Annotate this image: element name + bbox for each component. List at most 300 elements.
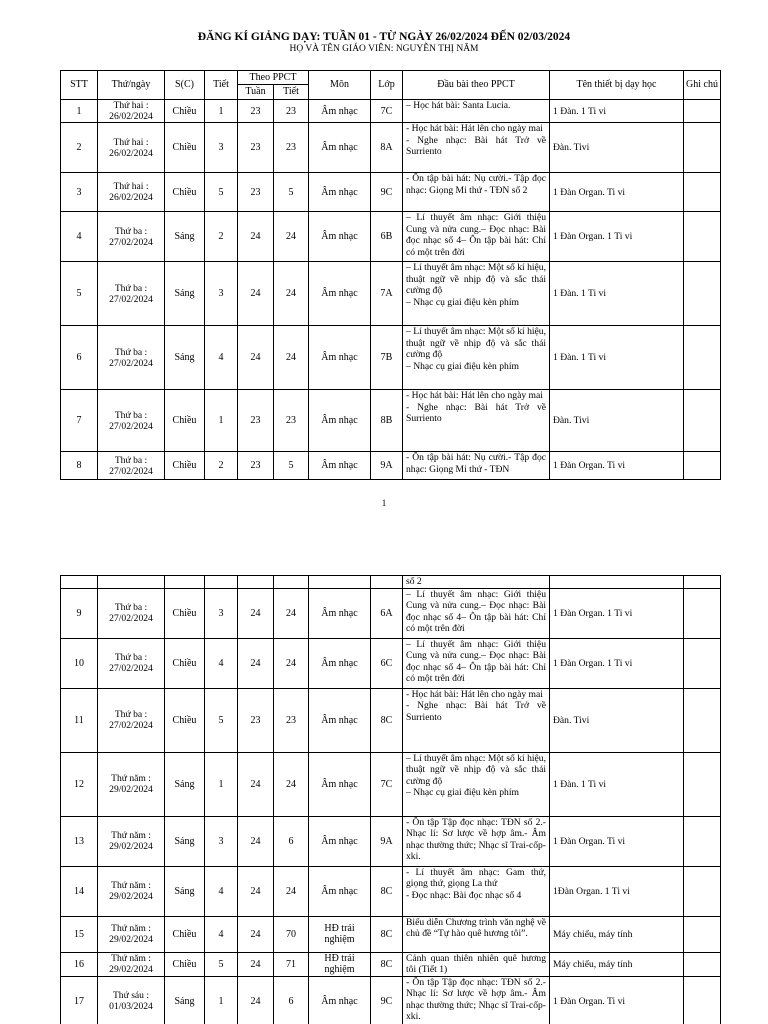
cell-class: 8C (371, 688, 403, 752)
cell-lesson-line: Cảnh quan thiên nhiên quê hương tôi (Tiết 1) (406, 952, 549, 975)
cell-week: 24 (238, 866, 274, 916)
cell-class: 6A (371, 588, 403, 638)
table-row (61, 816, 721, 866)
cell-subject-line: Âm nhạc (321, 186, 358, 198)
cell-equipment: 1 Đàn. 1 Ti vi (550, 326, 684, 390)
cell-subject-line: Âm nhạc (321, 714, 358, 726)
cell-subject-line: Âm nhạc (321, 995, 358, 1007)
table-row (61, 752, 721, 816)
cell-lesson (403, 262, 550, 326)
cell-date-line: Thứ năm : (111, 830, 151, 841)
cell-subject (309, 326, 371, 390)
cell-stt: 3 (61, 173, 98, 212)
cell-lesson (403, 688, 550, 752)
cell-class: 6C (371, 638, 403, 688)
cell-note (684, 588, 721, 638)
cell-note (684, 100, 721, 123)
table-row (61, 952, 721, 976)
cell-equipment: 1 Đàn. 1 Ti vi (550, 262, 684, 326)
cell-session: Sáng (165, 326, 205, 390)
cell-lesson-line: - Nghe nhạc: Bài hát Trở về Surriento (406, 401, 549, 424)
cell-note (684, 638, 721, 688)
cell-ppct-period: 24 (274, 752, 309, 816)
cell-class: 7C (371, 100, 403, 123)
cell-session: Chiều (165, 100, 205, 123)
cell-date (98, 390, 165, 452)
cell-note (684, 390, 721, 452)
cell-date (98, 262, 165, 326)
cell-stt: 8 (61, 452, 98, 480)
cell-subject-line: Âm nhạc (321, 142, 358, 153)
page-title: ĐĂNG KÍ GIẢNG DẠY: TUẦN 01 - TỪ NGÀY 26/02/2024 ĐẾN 02/03/2024 (197, 31, 571, 43)
cell-lesson-line: - Học hát bài: Hát lên cho ngày mai (406, 390, 543, 401)
header-date: Thứ/ngày (98, 71, 165, 100)
cell-ppct-period: 24 (274, 262, 309, 326)
table-row (61, 390, 721, 452)
cell-period: 3 (205, 123, 238, 173)
cell-lesson (403, 100, 550, 123)
cell-date-line: Thứ hai : (113, 181, 149, 192)
cell-date (98, 326, 165, 390)
cell-ppct-period: 5 (274, 173, 309, 212)
cell-lesson-line: - Đọc nhạc: Bài đọc nhạc số 4 (406, 889, 522, 901)
cell-subject-line: Âm nhạc (321, 352, 358, 363)
cell-date (98, 123, 165, 173)
cell-date-line: 27/02/2024 (109, 293, 153, 305)
cell-period: 2 (205, 212, 238, 262)
cell-date-line: 27/02/2024 (109, 613, 153, 624)
cell-session: Chiều (165, 916, 205, 952)
cell-equipment: 1 Đàn. 1 Ti vi (550, 100, 684, 123)
cell-lesson-line: – Học hát bài: Santa Lucia. (406, 100, 511, 111)
cell-stt: 5 (61, 262, 98, 326)
cell-note (684, 976, 721, 1024)
cell-ppct-period: 5 (274, 452, 309, 480)
cell-note (684, 326, 721, 390)
cell-week: 24 (238, 952, 274, 976)
cell-lesson (403, 588, 550, 638)
cell-lesson-line: – Lí thuyết âm nhạc: Một số kí hiệu, thuật ngữ về nhịp độ và sắc thái cường độ (406, 326, 549, 360)
cell-equipment: 1Đàn Organ. 1 Ti vi (550, 866, 684, 916)
cell-date-line: 29/02/2024 (109, 841, 153, 852)
cell-week: 24 (238, 588, 274, 638)
header-ppct-period: Tiết (274, 85, 309, 100)
cell-equipment: Đàn. Tivi (550, 390, 684, 452)
cell-session: Sáng (165, 866, 205, 916)
table-row (61, 123, 721, 173)
cell-class: 8A (371, 123, 403, 173)
header-subject: Môn (309, 71, 371, 100)
cell-session: Chiều (165, 588, 205, 638)
cell-subject (309, 452, 371, 480)
cell-week: 24 (238, 752, 274, 816)
cell-lesson-line: - Nghe nhạc: Bài hát Trở về Surriento (406, 134, 549, 157)
cell-subject (309, 816, 371, 866)
cell-session: Chiều (165, 390, 205, 452)
table-row (61, 588, 721, 638)
cell-equipment: 1 Đàn Organ. Ti vi (550, 452, 684, 480)
cell-note (684, 866, 721, 916)
cell-lesson-line: - Học hát bài: Hát lên cho ngày mai (406, 123, 543, 134)
cell-date (98, 452, 165, 480)
cell-subject-line: Âm nhạc (321, 460, 358, 471)
cell-date (98, 816, 165, 866)
cell-session: Chiều (165, 123, 205, 173)
cell-date-line: Thứ ba : (114, 602, 148, 613)
cell-lesson-line: - Nghe nhạc: Bài hát Trở về Surriento (406, 700, 549, 723)
cell-period: 3 (205, 816, 238, 866)
cell-date (98, 688, 165, 752)
cell-lesson (403, 866, 550, 916)
cell-ppct-period: 23 (274, 688, 309, 752)
cell-class: 9C (371, 976, 403, 1024)
header-period: Tiết (205, 71, 238, 100)
continuation-text: số 2 (403, 576, 550, 589)
cell-subject-line: Âm nhạc (321, 105, 358, 117)
cell-date-line: Thứ năm : (111, 923, 151, 934)
table-row (61, 100, 721, 123)
cell-date-line: Thứ hai : (113, 136, 149, 148)
cell-equipment: 1 Đàn Organ. 1 Ti vi (550, 588, 684, 638)
cell-date (98, 752, 165, 816)
cell-stt: 1 (61, 100, 98, 123)
table-body-page-1 (61, 100, 721, 480)
cell-period: 5 (205, 952, 238, 976)
cell-date-line: Thứ năm : (111, 773, 151, 784)
cell-date-line: 29/02/2024 (109, 891, 153, 902)
cell-date-line: Thứ ba : (114, 652, 148, 663)
cell-lesson (403, 816, 550, 866)
cell-stt: 7 (61, 390, 98, 452)
cell-subject (309, 588, 371, 638)
cell-week: 23 (238, 390, 274, 452)
cell-date-line: Thứ ba : (114, 454, 148, 466)
cell-subject-line: HĐ trải (324, 923, 355, 934)
cell-date-line: 27/02/2024 (109, 236, 153, 248)
cell-subject-line: Âm nhạc (321, 415, 358, 426)
cell-subject-line: Âm nhạc (321, 231, 358, 242)
cell-date-line: Thứ hai : (113, 100, 149, 111)
header-lesson: Đầu bài theo PPCT (403, 71, 550, 100)
cell-note (684, 816, 721, 866)
cell-date-line: 01/03/2024 (109, 1001, 153, 1012)
table-row (61, 866, 721, 916)
cell-lesson (403, 976, 550, 1024)
cell-week: 24 (238, 816, 274, 866)
cell-session: Sáng (165, 816, 205, 866)
cell-week: 24 (238, 638, 274, 688)
cell-session: Chiều (165, 173, 205, 212)
table-row (61, 326, 721, 390)
cell-stt: 15 (61, 916, 98, 952)
cell-session: Chiều (165, 638, 205, 688)
teacher-name: HỌ VÀ TÊN GIÁO VIÊN: NGUYỄN THỊ NĂM (289, 44, 479, 54)
cell-lesson (403, 752, 550, 816)
cell-subject (309, 916, 371, 952)
header-week: Tuần (238, 85, 274, 100)
cell-stt: 10 (61, 638, 98, 688)
cell-session: Sáng (165, 212, 205, 262)
cell-lesson-line: – Lí thuyết âm nhạc: Giới thiệu Cung và nửa cung.– Đọc nhạc: Bài đọc nhạc số 4– Ôn tập bài hát: Chỉ có một trên đời (406, 212, 549, 258)
cell-date-line: 27/02/2024 (109, 663, 153, 674)
cell-period: 1 (205, 752, 238, 816)
cell-subject-line: nghiệm (324, 934, 355, 945)
cell-subject-line: HĐ trải (324, 953, 355, 964)
cell-stt: 14 (61, 866, 98, 916)
cell-session: Sáng (165, 976, 205, 1024)
cell-week: 24 (238, 326, 274, 390)
cell-equipment: 1 Đàn. 1 Ti vi (550, 752, 684, 816)
table-row (61, 212, 721, 262)
cell-date-line: Thứ năm : (111, 953, 151, 964)
cell-note (684, 916, 721, 952)
cell-period: 1 (205, 976, 238, 1024)
header-session: S(C) (165, 71, 205, 100)
cell-period: 4 (205, 916, 238, 952)
cell-ppct-period: 23 (274, 123, 309, 173)
cell-stt: 12 (61, 752, 98, 816)
cell-equipment: Đàn. Tivi (550, 688, 684, 752)
cell-week: 24 (238, 916, 274, 952)
cell-date-line: Thứ sáu : (112, 990, 150, 1001)
cell-period: 1 (205, 390, 238, 452)
cell-class: 7A (371, 262, 403, 326)
cell-date-line: Thứ năm : (111, 880, 151, 891)
cell-class: 9A (371, 816, 403, 866)
cell-period: 4 (205, 326, 238, 390)
cell-lesson-line: - Ôn tập bài hát: Nụ cười.- Tập đọc nhạc: Giọng Mi thứ - TĐN số 2 (406, 173, 549, 196)
cell-equipment: 1 Đàn Organ. Ti vi (550, 816, 684, 866)
cell-week: 23 (238, 452, 274, 480)
table-row (61, 638, 721, 688)
cell-lesson-line: – Lí thuyết âm nhạc: Một số kí hiệu, thuật ngữ về nhịp độ và sắc thái cường độ (406, 752, 549, 787)
cell-class: 8C (371, 866, 403, 916)
cell-period: 5 (205, 173, 238, 212)
cell-date (98, 916, 165, 952)
cell-lesson (403, 212, 550, 262)
cell-date-line: 29/02/2024 (109, 784, 153, 795)
cell-lesson-line: - Ôn tập bài hát: Nụ cười.- Tập đọc nhạc: Giọng Mi thứ - TĐN (406, 452, 549, 475)
cell-date-line: 26/02/2024 (109, 192, 153, 203)
cell-class: 7B (371, 326, 403, 390)
continuation-row (61, 576, 721, 589)
table-row (61, 452, 721, 480)
cell-stt: 6 (61, 326, 98, 390)
table-row (61, 916, 721, 952)
cell-equipment: 1 Đàn Organ. 1 Ti vi (550, 638, 684, 688)
cell-lesson-line: - Ôn tập Tập đọc nhạc: TĐN số 2.- Nhạc lí: Sơ lược về hợp âm.- Âm nhạc thường thức; Nhạc sĩ Trai-cốp-xki. (406, 816, 549, 862)
cell-subject-line: Âm nhạc (321, 607, 358, 619)
cell-subject-line: Âm nhạc (321, 835, 358, 847)
schedule-table (60, 70, 721, 480)
cell-date-line: Thứ ba : (114, 346, 148, 358)
cell-lesson-line: Biểu diễn Chương trình văn nghệ về chủ đề “Tự hào quê hương tôi”. (406, 916, 549, 939)
cell-date-line: 27/02/2024 (109, 465, 153, 477)
cell-week: 24 (238, 262, 274, 326)
cell-week: 24 (238, 976, 274, 1024)
cell-lesson-line: - Học hát bài: Hát lên cho ngày mai (406, 688, 543, 700)
cell-note (684, 262, 721, 326)
cell-week: 23 (238, 688, 274, 752)
cell-stt: 17 (61, 976, 98, 1024)
cell-class: 8C (371, 952, 403, 976)
cell-session: Chiều (165, 952, 205, 976)
cell-class: 7C (371, 752, 403, 816)
cell-note (684, 952, 721, 976)
table-row (61, 976, 721, 1024)
cell-lesson-line: – Lí thuyết âm nhạc: Giới thiệu Cung và nửa cung.– Đọc nhạc: Bài đọc nhạc số 4– Ôn tập bài hát: Chỉ có một trên đời (406, 638, 549, 684)
cell-date (98, 866, 165, 916)
cell-subject-line: Âm nhạc (321, 885, 358, 897)
cell-date (98, 588, 165, 638)
cell-subject-line: Âm nhạc (321, 288, 358, 299)
cell-ppct-period: 24 (274, 638, 309, 688)
cell-session: Chiều (165, 688, 205, 752)
cell-stt: 4 (61, 212, 98, 262)
cell-subject (309, 952, 371, 976)
table-row (61, 688, 721, 752)
cell-subject-line: Âm nhạc (321, 778, 358, 790)
cell-class: 6B (371, 212, 403, 262)
cell-stt: 16 (61, 952, 98, 976)
cell-lesson-line: – Lí thuyết âm nhạc: Giới thiệu Cung và nửa cung.– Đọc nhạc: Bài đọc nhạc số 4– Ôn tập bài hát: Chỉ có một trên đời (406, 588, 549, 634)
cell-ppct-period: 24 (274, 866, 309, 916)
cell-session: Chiều (165, 452, 205, 480)
cell-ppct-period: 24 (274, 212, 309, 262)
cell-subject (309, 212, 371, 262)
cell-equipment: Đàn. Tivi (550, 123, 684, 173)
cell-lesson-line: – Nhạc cụ giai điệu kèn phím (406, 360, 519, 372)
cell-equipment: 1 Đàn Organ. Ti vi (550, 173, 684, 212)
cell-date (98, 976, 165, 1024)
cell-equipment: 1 Đàn Organ. Ti vi (550, 976, 684, 1024)
cell-period: 3 (205, 262, 238, 326)
cell-note (684, 173, 721, 212)
cell-week: 23 (238, 100, 274, 123)
cell-equipment: Máy chiếu, máy tính (550, 916, 684, 952)
header-class: Lớp (371, 71, 403, 100)
cell-subject (309, 100, 371, 123)
cell-ppct-period: 23 (274, 100, 309, 123)
cell-lesson (403, 916, 550, 952)
cell-lesson-line: - Ôn tập Tập đọc nhạc: TĐN số 2.- Nhạc lí: Sơ lược về hợp âm.- Âm nhạc thường thức; Nhạc sĩ Trai-cốp-xki. (406, 976, 549, 1022)
cell-ppct-period: 70 (274, 916, 309, 952)
cell-ppct-period: 71 (274, 952, 309, 976)
cell-class: 8B (371, 390, 403, 452)
cell-ppct-period: 24 (274, 588, 309, 638)
cell-ppct-period: 23 (274, 390, 309, 452)
cell-period: 4 (205, 866, 238, 916)
cell-date-line: 27/02/2024 (109, 720, 153, 731)
header-ppct: Theo PPCT (238, 71, 309, 85)
cell-date-line: 26/02/2024 (109, 111, 153, 122)
cell-note (684, 752, 721, 816)
cell-lesson (403, 952, 550, 976)
cell-date-line: Thứ ba : (114, 225, 148, 237)
cell-date-line: Thứ ba : (114, 282, 148, 294)
cell-week: 23 (238, 173, 274, 212)
table-row (61, 173, 721, 212)
cell-date-line: 29/02/2024 (109, 964, 153, 975)
cell-date (98, 173, 165, 212)
cell-date-line: 29/02/2024 (109, 934, 153, 945)
header-equipment: Tên thiết bị dạy học (550, 71, 684, 100)
cell-note (684, 452, 721, 480)
cell-class: 9A (371, 452, 403, 480)
cell-period: 5 (205, 688, 238, 752)
cell-subject-line: nghiệm (324, 964, 355, 975)
cell-period: 2 (205, 452, 238, 480)
cell-note (684, 212, 721, 262)
cell-lesson-line: – Nhạc cụ giai điệu kèn phím (406, 787, 519, 798)
cell-date-line: 27/02/2024 (109, 420, 153, 432)
cell-date-line: Thứ ba : (114, 709, 148, 720)
cell-class: 9C (371, 173, 403, 212)
cell-class: 8C (371, 916, 403, 952)
cell-period: 3 (205, 588, 238, 638)
cell-date (98, 100, 165, 123)
cell-lesson (403, 123, 550, 173)
cell-subject (309, 123, 371, 173)
cell-session: Sáng (165, 752, 205, 816)
cell-note (684, 123, 721, 173)
cell-subject (309, 262, 371, 326)
cell-period: 4 (205, 638, 238, 688)
cell-subject (309, 173, 371, 212)
cell-week: 24 (238, 212, 274, 262)
cell-stt: 9 (61, 588, 98, 638)
cell-stt: 13 (61, 816, 98, 866)
table-body-page-2 (61, 576, 721, 1024)
cell-lesson (403, 326, 550, 390)
cell-week: 23 (238, 123, 274, 173)
cell-ppct-period: 6 (274, 976, 309, 1024)
header-stt: STT (61, 71, 98, 100)
cell-note (684, 688, 721, 752)
cell-subject (309, 866, 371, 916)
cell-lesson (403, 638, 550, 688)
cell-date-line: 26/02/2024 (109, 147, 153, 159)
cell-subject (309, 390, 371, 452)
cell-stt: 2 (61, 123, 98, 173)
page-number: 1 (381, 498, 387, 508)
cell-date-line: Thứ ba : (114, 409, 148, 421)
cell-period: 1 (205, 100, 238, 123)
cell-date-line: 27/02/2024 (109, 357, 153, 369)
cell-ppct-period: 24 (274, 326, 309, 390)
cell-lesson-line: – Nhạc cụ giai điệu kèn phím (406, 296, 519, 308)
cell-subject-line: Âm nhạc (321, 657, 358, 669)
cell-date (98, 212, 165, 262)
cell-lesson (403, 173, 550, 212)
cell-session: Sáng (165, 262, 205, 326)
document-page-2 (0, 575, 768, 1024)
cell-lesson (403, 390, 550, 452)
cell-subject (309, 976, 371, 1024)
cell-ppct-period: 6 (274, 816, 309, 866)
cell-equipment: 1 Đàn Organ. 1 Ti vi (550, 212, 684, 262)
table-row (61, 262, 721, 326)
cell-lesson (403, 452, 550, 480)
cell-stt: 11 (61, 688, 98, 752)
schedule-table-continued (60, 575, 721, 1024)
cell-equipment: Máy chiếu, máy tính (550, 952, 684, 976)
cell-lesson-line: - Lí thuyết âm nhạc: Gam thứ, giọng thứ, giọng La thứ (406, 866, 549, 889)
cell-date (98, 638, 165, 688)
cell-subject (309, 638, 371, 688)
cell-subject (309, 688, 371, 752)
header-note: Ghi chú (684, 71, 721, 100)
